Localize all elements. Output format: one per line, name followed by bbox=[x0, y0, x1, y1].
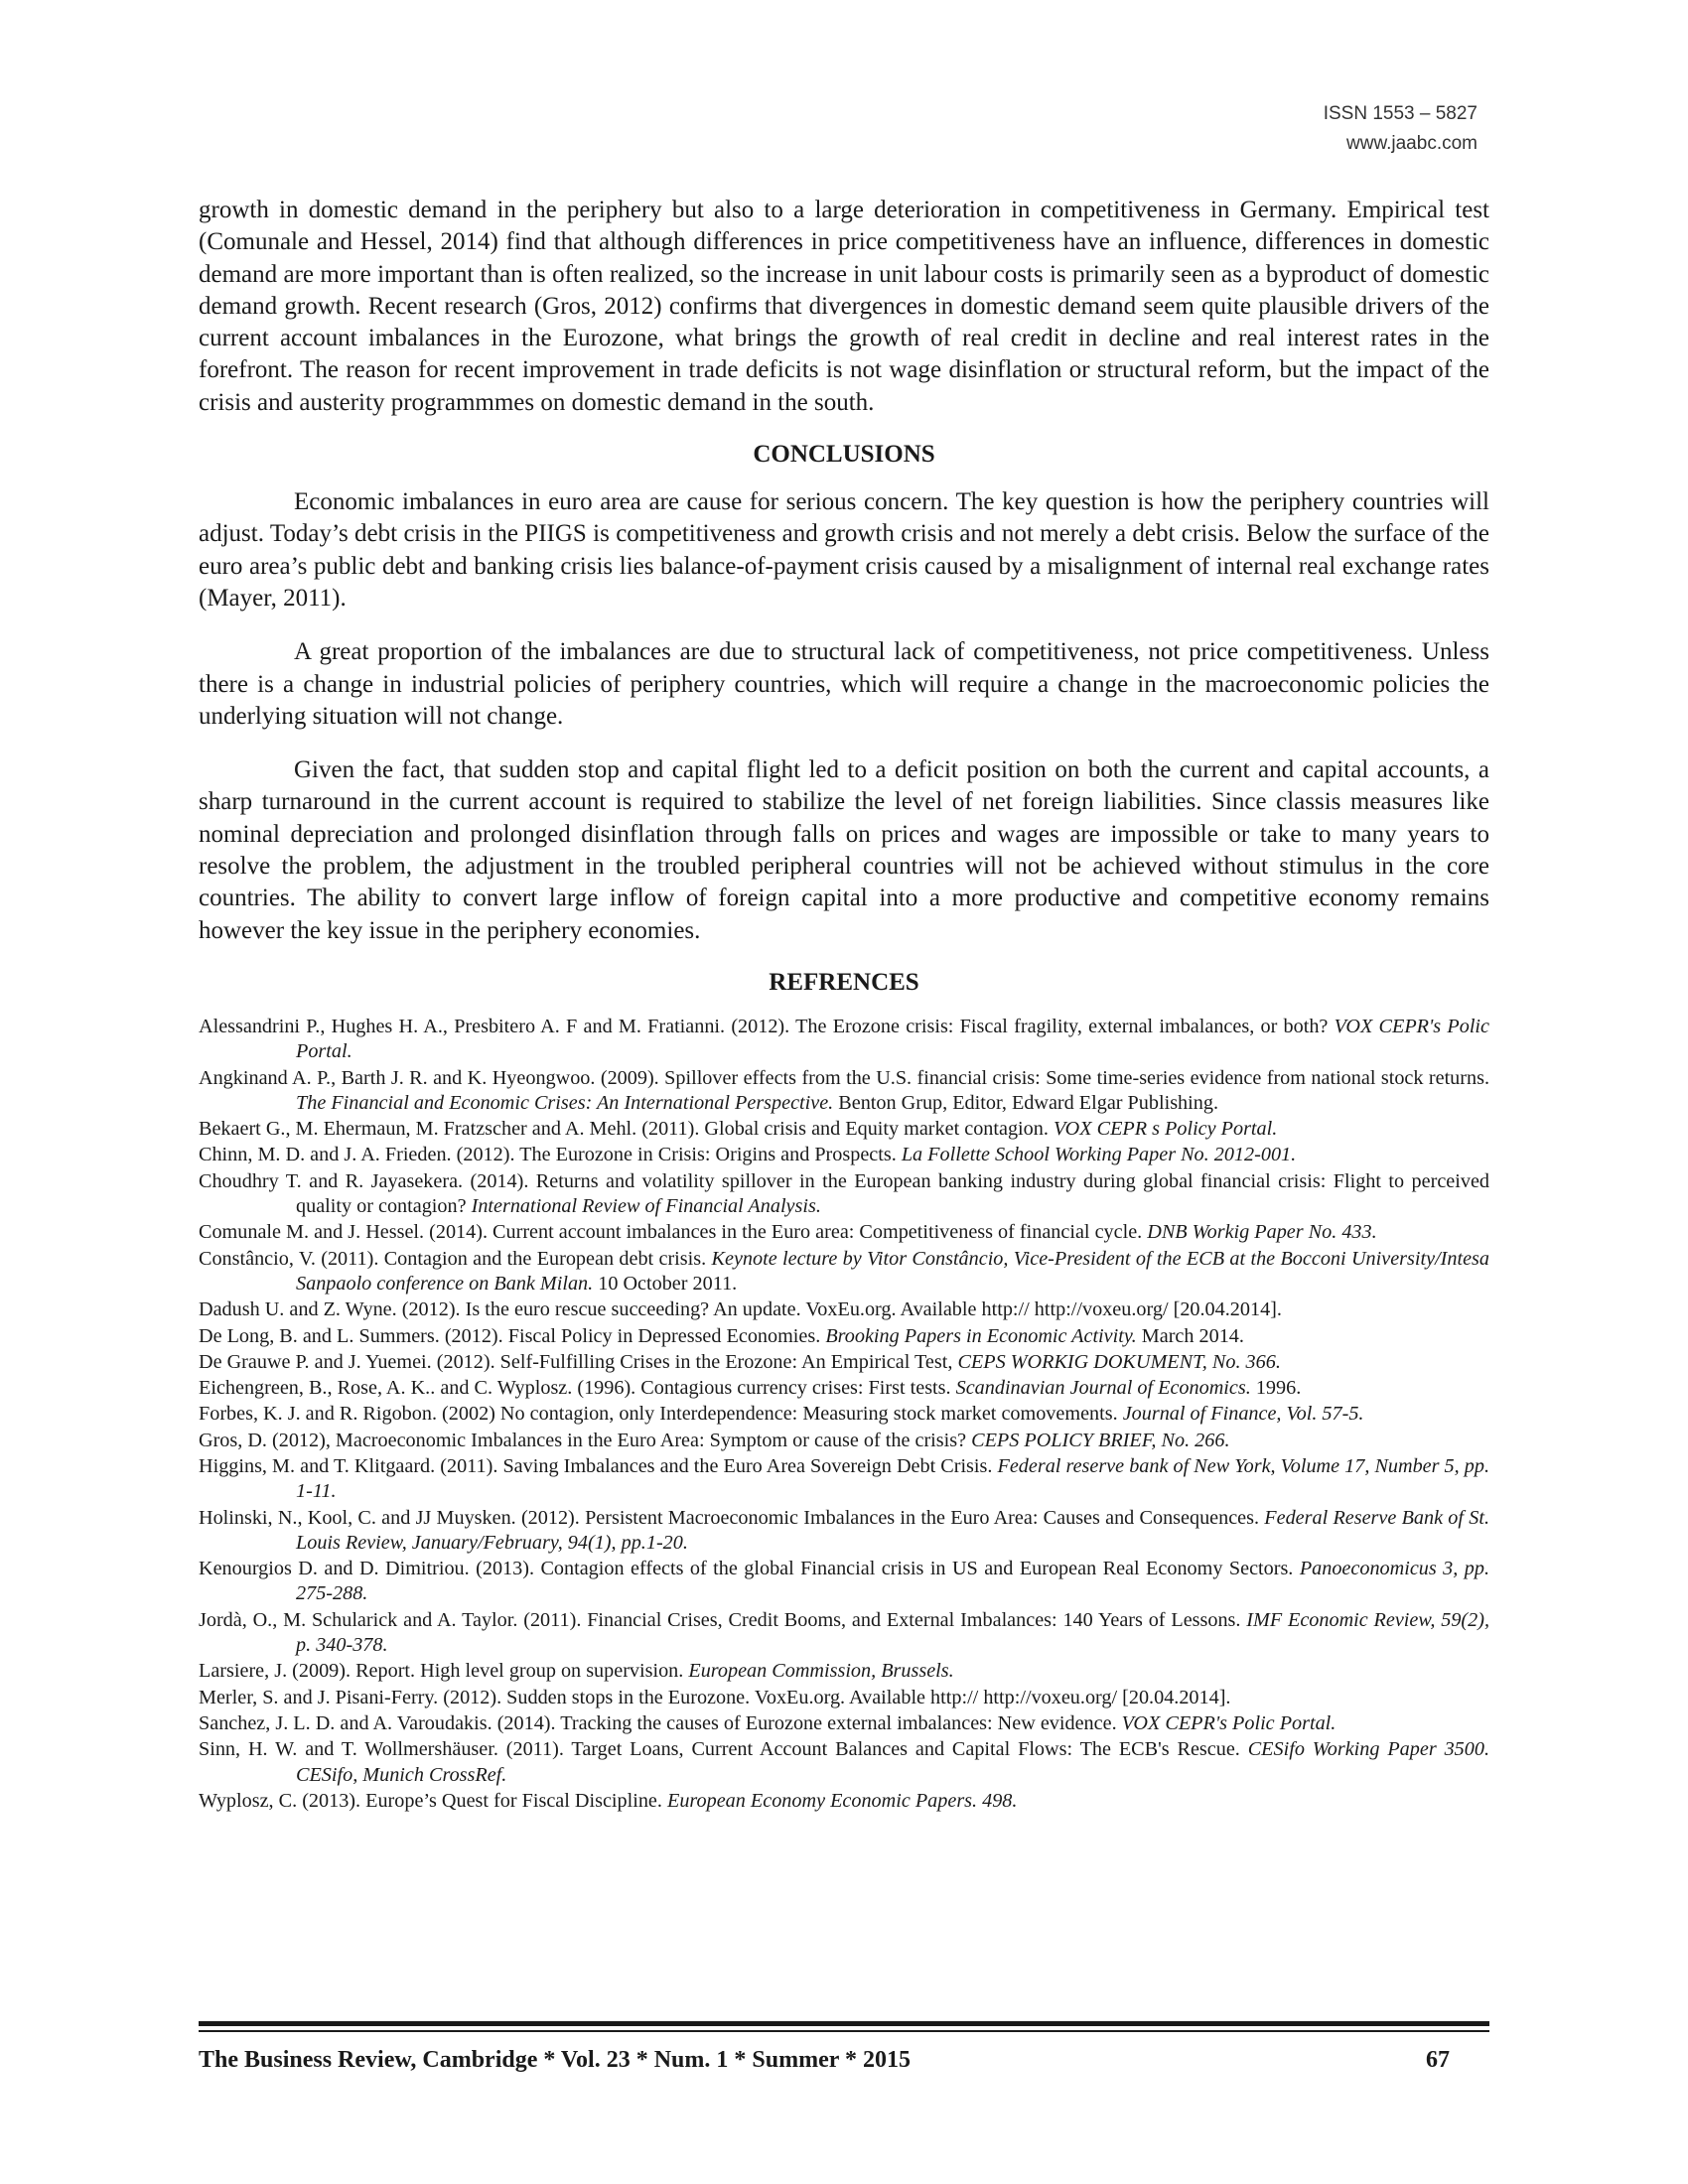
main-content bbox=[199, 195, 1489, 1815]
conclusions-paragraph: Economic imbalances in euro area are cause for serious concern. The key question is how the periphery countries will adjust. Today’s debt crisis in the PIIGS is competitiveness and growth crisis and not merely a debt crisis. Below the surface of the euro area’s public debt and banking crisis lies balance-of-payment crisis caused by a misalignment of internal real exchange rates (Mayer, 2011). bbox=[199, 488, 1489, 612]
reference-source: VOX CEPR's Polic Portal. bbox=[296, 1015, 1490, 1063]
reference-item bbox=[199, 1608, 1489, 1659]
reference-item bbox=[199, 1402, 1489, 1427]
reference-source: Federal reserve bank of New York, Volume 17, Number 5, pp. 1-11. bbox=[296, 1454, 1490, 1503]
reference-source: European Economy Economic Papers. 498. bbox=[667, 1789, 1018, 1812]
reference-text: Bekaert G., M. Ehermaun, M. Fratzscher and A. Mehl. (2011). Global crisis and Equity market contagion. bbox=[199, 1118, 1054, 1141]
reference-text: Alessandrini P., Hughes H. A., Presbitero A. F and M. Fratianni. (2012). The Erozone crisis: Fiscal fragility, external imbalances, or both? bbox=[199, 1015, 1335, 1037]
issn-label: ISSN 1553 – 5827 bbox=[1323, 103, 1477, 124]
reference-source: DNB Workig Paper No. 433. bbox=[1147, 1221, 1377, 1244]
reference-source: IMF Economic Review, 59(2), p. 340-378. bbox=[296, 1608, 1489, 1657]
reference-tail: March 2014. bbox=[1136, 1324, 1244, 1347]
reference-item bbox=[199, 1015, 1489, 1065]
reference-text: Larsiere, J. (2009). Report. High level group on supervision. bbox=[199, 1660, 689, 1683]
reference-text: Higgins, M. and T. Klitgaard. (2011). Saving Imbalances and the Euro Area Sovereign Debt Crisis. bbox=[199, 1454, 998, 1477]
reference-item bbox=[199, 1324, 1489, 1349]
reference-text: Jordà, O., M. Schularick and A. Taylor. (2011). Financial Crises, Credit Booms, and External Imbalances: 140 Years of Lessons. bbox=[199, 1608, 1247, 1631]
reference-item bbox=[199, 1143, 1489, 1167]
reference-text: Gros, D. (2012), Macroeconomic Imbalances in the Euro Area: Symptom or cause of the crisis? bbox=[199, 1429, 972, 1451]
reference-source: Journal of Finance, Vol. 57-5. bbox=[1122, 1403, 1364, 1426]
reference-item bbox=[199, 1247, 1489, 1297]
reference-text: De Grauwe P. and J. Yuemei. (2012). Self-Fulfilling Crises in the Erozone: An Empirical Test, bbox=[199, 1350, 958, 1373]
reference-text: Choudhry T. and R. Jayasekera. (2014). Returns and volatility spillover in the European banking industry during global financial crisis: Flight to perceived quality or contagion? bbox=[199, 1169, 1489, 1218]
reference-text: Wyplosz, C. (2013). Europe’s Quest for Fiscal Discipline. bbox=[199, 1789, 667, 1812]
reference-text: Dadush U. and Z. Wyne. (2012). Is the euro rescue succeeding? An update. VoxEu.org. Available http:// http://voxeu.org/ [20.04.2014]. bbox=[199, 1298, 1282, 1321]
reference-item bbox=[199, 1117, 1489, 1142]
reference-text: Merler, S. and J. Pisani-Ferry. (2012). Sudden stops in the Eurozone. VoxEu.org. Available http:// http://voxeu.org/ [20.04.2014]. bbox=[199, 1686, 1231, 1708]
page-header bbox=[1324, 99, 1477, 159]
reference-source: European Commission, Brussels. bbox=[688, 1660, 954, 1683]
reference-source: CESifo Working Paper 3500. CESifo, Munich CrossRef. bbox=[296, 1738, 1489, 1786]
reference-text: Holinski, N., Kool, C. and JJ Muysken. (2012). Persistent Macroeconomic Imbalances in the Euro Area: Causes and Consequences. bbox=[199, 1506, 1265, 1529]
reference-text: Forbes, K. J. and R. Rigobon. (2002) No contagion, only Interdependence: Measuring stock market comovements. bbox=[199, 1403, 1123, 1426]
reference-source: VOX CEPR s Policy Portal. bbox=[1053, 1118, 1278, 1141]
reference-item bbox=[199, 1686, 1489, 1710]
reference-source: Federal Reserve Bank of St. Louis Review, January/February, 94(1), pp.1-20. bbox=[296, 1506, 1489, 1554]
reference-source: La Follette School Working Paper No. 2012-001. bbox=[901, 1144, 1297, 1166]
reference-source: CEPS WORKIG DOKUMENT, No. 366. bbox=[957, 1350, 1281, 1373]
reference-item bbox=[199, 1376, 1489, 1401]
reference-text: Comunale M. and J. Hessel. (2014). Current account imbalances in the Euro area: Competitiveness of financial cycle. bbox=[199, 1221, 1148, 1244]
reference-item bbox=[199, 1350, 1489, 1375]
reference-text: Chinn, M. D. and J. A. Frieden. (2012). The Eurozone in Crisis: Origins and Prospects. bbox=[199, 1144, 902, 1166]
reference-source: The Financial and Economic Crises: An International Perspective. bbox=[296, 1091, 834, 1114]
reference-item bbox=[199, 1557, 1489, 1607]
intro-paragraph: growth in domestic demand in the periphery but also to a large deterioration in competitiveness in Germany. Empirical test (Comunale and Hessel, 2014) find that although differences in price competitiveness have an influence, differences in domestic demand are more important than is often realized, so the increase in unit labour costs is primarily seen as a byproduct of domestic demand growth. Recent research (Gros, 2012) confirms that divergences in domestic demand seem quite plausible drivers of the current account imbalances in the Eurozone, what brings the growth of real credit in decline and real interest rates in the forefront. The reason for recent improvement in trade deficits is not wage disinflation or structural reform, but the impact of the crisis and austerity programmmes on domestic demand in the south. bbox=[199, 197, 1489, 416]
reference-item bbox=[199, 1737, 1489, 1788]
reference-source: Panoeconomicus 3, pp. 275-288. bbox=[296, 1558, 1489, 1605]
reference-item bbox=[199, 1454, 1489, 1505]
reference-tail: 10 October 2011. bbox=[593, 1272, 738, 1295]
reference-item bbox=[199, 1659, 1489, 1684]
reference-tail: 1996. bbox=[1250, 1377, 1302, 1400]
reference-source: VOX CEPR's Polic Portal. bbox=[1121, 1711, 1336, 1734]
reference-item bbox=[199, 1169, 1489, 1220]
reference-item bbox=[199, 1429, 1489, 1453]
references-heading: REFRENCES bbox=[769, 968, 919, 996]
reference-source: CEPS POLICY BRIEF, No. 266. bbox=[971, 1429, 1230, 1451]
page-number: 67 bbox=[1426, 2047, 1450, 2073]
reference-item bbox=[199, 1066, 1489, 1117]
footer-rule-thick bbox=[199, 2021, 1489, 2026]
reference-text: Constâncio, V. (2011). Contagion and the European debt crisis. bbox=[199, 1247, 712, 1270]
conclusions-paragraph: Given the fact, that sudden stop and capital flight led to a deficit position on both the current and capital accounts, a sharp turnaround in the current account is required to stabilize the level of net foreign liabilities. Since classis measures like nominal depreciation and prolonged disinflation through falls on prices and wages are impossible or take to many years to resolve the problem, the adjustment in the troubled peripheral countries will not be achieved without stimulus in the core countries. The ability to convert large inflow of foreign capital into a more productive and competitive economy remains however the key issue in the periphery economies. bbox=[199, 756, 1489, 944]
reference-source: International Review of Financial Analysis. bbox=[471, 1195, 821, 1218]
reference-item bbox=[199, 1506, 1489, 1557]
reference-item bbox=[199, 1297, 1489, 1322]
reference-text: De Long, B. and L. Summers. (2012). Fiscal Policy in Depressed Economies. bbox=[199, 1324, 826, 1347]
reference-item bbox=[199, 1220, 1489, 1245]
footer-rule-thin bbox=[199, 2030, 1489, 2032]
reference-source: Scandinavian Journal of Economics. bbox=[955, 1377, 1251, 1400]
reference-text: Eichengreen, B., Rose, A. K.. and C. Wyplosz. (1996). Contagious currency crises: First tests. bbox=[199, 1377, 956, 1400]
journal-website: www.jaabc.com bbox=[1346, 133, 1477, 154]
reference-text: Sanchez, J. L. D. and A. Varoudakis. (2014). Tracking the causes of Eurozone external imbalances: New evidence. bbox=[199, 1711, 1122, 1734]
reference-text: Sinn, H. W. and T. Wollmershäuser. (2011). Target Loans, Current Account Balances and Capital Flows: The ECB's Rescue. bbox=[199, 1738, 1248, 1761]
conclusions-paragraph: A great proportion of the imbalances are due to structural lack of competitiveness, not price competitiveness. Unless there is a change in industrial policies of periphery countries, which will require a change in the macroeconomic policies the underlying situation will not change. bbox=[199, 638, 1489, 730]
reference-item bbox=[199, 1789, 1489, 1814]
reference-text: Kenourgios D. and D. Dimitriou. (2013). Contagion effects of the global Financial crisis in US and European Real Economy Sectors. bbox=[199, 1558, 1300, 1580]
reference-tail: Benton Grup, Editor, Edward Elgar Publishing. bbox=[833, 1091, 1218, 1114]
references-list bbox=[199, 1015, 1489, 1814]
page-footer bbox=[199, 2047, 1450, 2074]
reference-source: Keynote lecture by Vitor Constâncio, Vice-President of the ECB at the Bocconi University/Intesa Sanpaolo conference on Bank Milan. bbox=[296, 1247, 1490, 1295]
reference-text: Angkinand A. P., Barth J. R. and K. Hyeongwoo. (2009). Spillover effects from the U.S. financial crisis: Some time-series evidence from national stock returns. bbox=[199, 1066, 1489, 1089]
footer-journal-citation: The Business Review, Cambridge * Vol. 23 * Num. 1 * Summer * 2015 bbox=[199, 2047, 911, 2073]
reference-source: Brooking Papers in Economic Activity. bbox=[825, 1324, 1137, 1347]
reference-item bbox=[199, 1711, 1489, 1736]
conclusions-heading: CONCLUSIONS bbox=[753, 441, 935, 469]
